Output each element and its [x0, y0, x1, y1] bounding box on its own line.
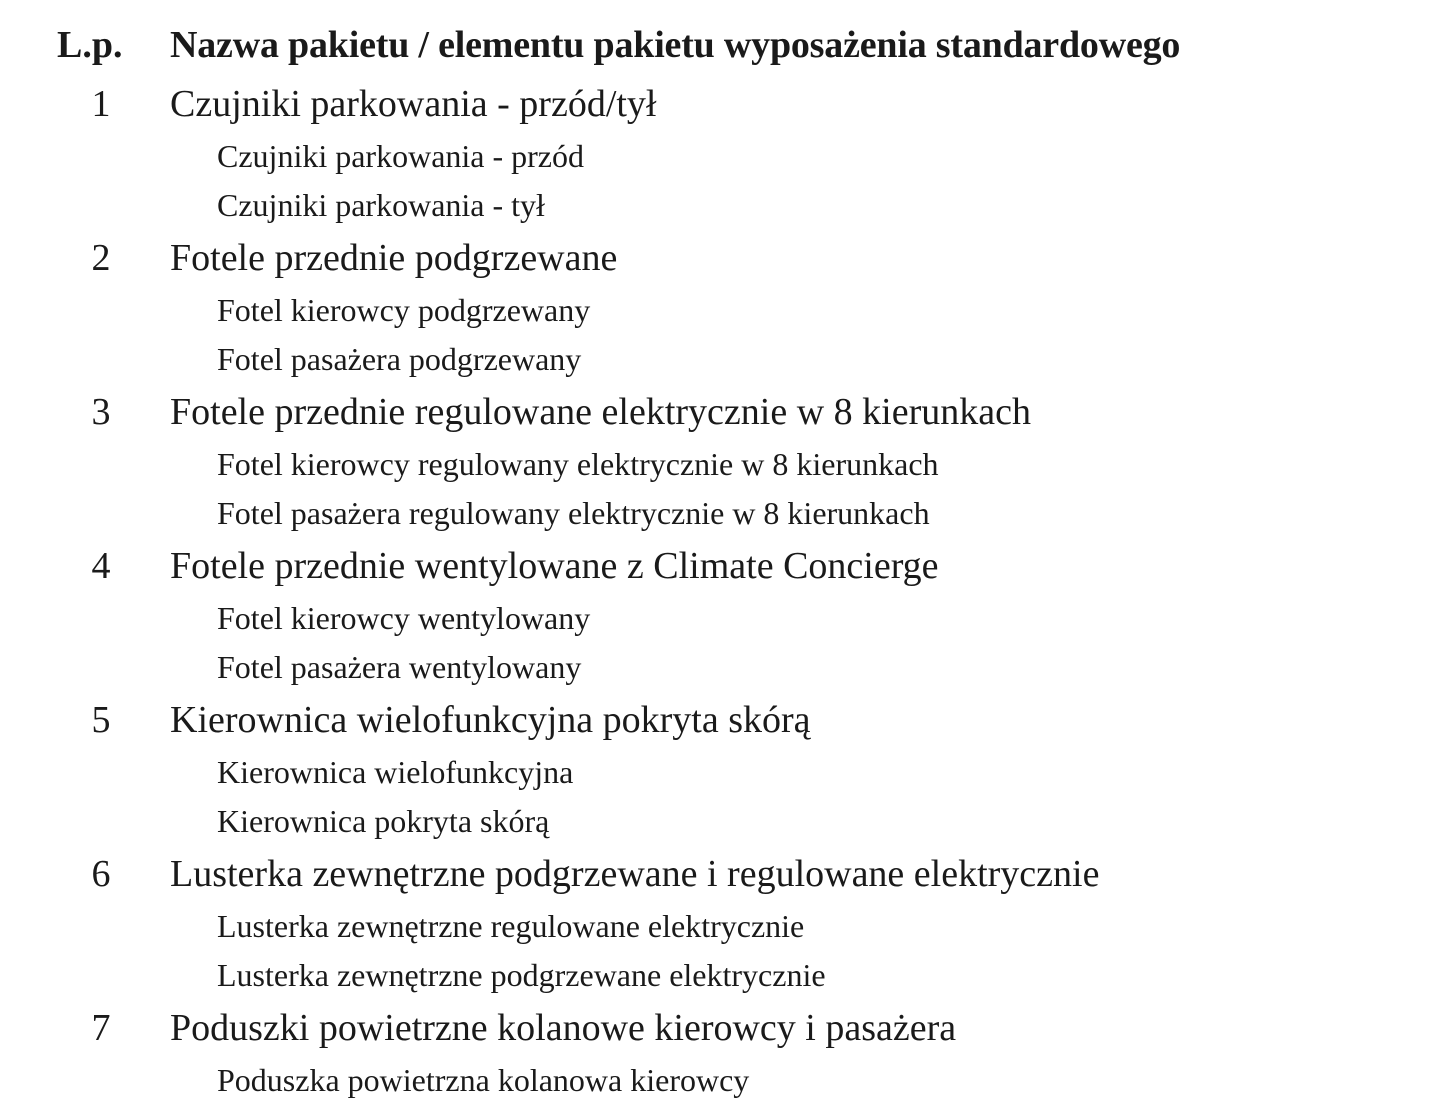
- package-element-name: Fotel pasażera wentylowany: [217, 649, 582, 685]
- package-element-row: [0, 643, 1440, 692]
- package-element-name: Czujniki parkowania - tył: [217, 187, 545, 223]
- package-number: 3: [91, 391, 111, 433]
- package-group: [0, 384, 1440, 538]
- package-row: [0, 76, 1440, 132]
- package-element-row: [0, 286, 1440, 335]
- package-number: 2: [91, 237, 111, 279]
- package-element-name: Poduszka powietrzna kolanowa kierowcy: [217, 1062, 750, 1098]
- package-row: [0, 538, 1440, 594]
- package-list: [0, 76, 1440, 1105]
- package-element-row: [0, 1056, 1440, 1105]
- package-name: Kierownica wielofunkcyjna pokryta skórą: [170, 699, 811, 741]
- package-name: Fotele przednie podgrzewane: [170, 237, 618, 279]
- package-element-name: Lusterka zewnętrzne podgrzewane elektrycznie: [217, 957, 826, 993]
- table-header: [0, 18, 1440, 72]
- package-row: [0, 846, 1440, 902]
- package-element-name: Lusterka zewnętrzne regulowane elektrycznie: [217, 908, 805, 944]
- package-number: 6: [91, 853, 111, 895]
- package-element-row: [0, 440, 1440, 489]
- package-element-row: [0, 797, 1440, 846]
- package-element-name: Kierownica wielofunkcyjna: [217, 754, 574, 790]
- header-package-name: Nazwa pakietu / elementu pakietu wyposażenia standardowego: [170, 24, 1181, 66]
- package-row: [0, 692, 1440, 748]
- package-row: [0, 1000, 1440, 1056]
- package-number: 7: [91, 1007, 111, 1049]
- package-group: [0, 230, 1440, 384]
- package-name: Fotele przednie regulowane elektrycznie w 8 kierunkach: [170, 391, 1031, 433]
- package-element-name: Fotel kierowcy regulowany elektrycznie w 8 kierunkach: [217, 446, 939, 482]
- package-number: 5: [91, 699, 111, 741]
- package-element-name: Fotel pasażera regulowany elektrycznie w 8 kierunkach: [217, 495, 930, 531]
- package-element-name: Czujniki parkowania - przód: [217, 138, 584, 174]
- package-element-name: Fotel pasażera podgrzewany: [217, 341, 582, 377]
- package-name: Czujniki parkowania - przód/tył: [170, 83, 657, 125]
- package-element-row: [0, 902, 1440, 951]
- package-number: 4: [91, 545, 111, 587]
- package-element-name: Fotel kierowcy wentylowany: [217, 600, 591, 636]
- package-group: [0, 76, 1440, 230]
- package-element-row: [0, 594, 1440, 643]
- package-element-row: [0, 489, 1440, 538]
- package-number: 1: [91, 83, 111, 125]
- package-group: [0, 846, 1440, 1000]
- package-group: [0, 692, 1440, 846]
- package-element-row: [0, 748, 1440, 797]
- package-element-name: Kierownica pokryta skórą: [217, 803, 550, 839]
- package-group: [0, 1000, 1440, 1105]
- package-row: [0, 230, 1440, 286]
- header-lp: L.p.: [57, 24, 123, 66]
- package-row: [0, 384, 1440, 440]
- package-group: [0, 538, 1440, 692]
- package-element-row: [0, 181, 1440, 230]
- package-name: Lusterka zewnętrzne podgrzewane i regulowane elektrycznie: [170, 853, 1100, 895]
- package-element-name: Fotel kierowcy podgrzewany: [217, 292, 591, 328]
- package-name: Fotele przednie wentylowane z Climate Concierge: [170, 545, 939, 587]
- package-element-row: [0, 951, 1440, 1000]
- package-element-row: [0, 335, 1440, 384]
- package-element-row: [0, 132, 1440, 181]
- package-name: Poduszki powietrzne kolanowe kierowcy i pasażera: [170, 1007, 957, 1049]
